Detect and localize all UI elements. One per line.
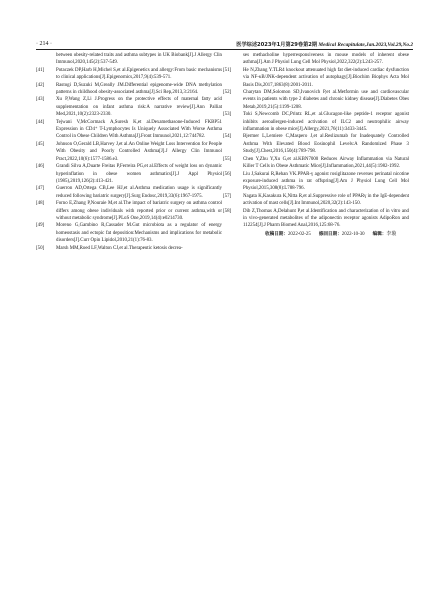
reference-entry <box>223 133 409 155</box>
reference-entry <box>36 222 222 244</box>
reference-text: Forno E,Zhang P,Nouraie M,et al.The impact of bariatric surgery on asthma control differs among obese individuals with reported prior or current asthma,with or without metabolic syndrome[J].PLoS One,2019,14(4):e0214730. <box>56 201 222 221</box>
reference-text: Bjermer L,Lemiere C,Maspero J,et al.Reslizumab for Inadequately Controlled Asthma With Elevated Blood Eosinophil Levels:A Randomized Phase 3 Study[J].Chest,2016,150(4):789-798. <box>243 134 409 155</box>
journal-title-cn: 医学综述2023年1月第29卷第2期 <box>236 42 318 48</box>
reference-entry <box>223 171 409 193</box>
reference-entry <box>36 200 222 222</box>
reference-entry <box>223 52 409 67</box>
reference-text: Marsh MM,Roed LF,Walton CJ,et al.Therapeutic ketosis decrea- <box>56 245 183 251</box>
reference-number: [50] <box>36 245 45 251</box>
reference-number: [58] <box>223 208 232 214</box>
reference-entry <box>223 156 409 171</box>
left-reference-column <box>36 52 222 252</box>
reference-text: Moreno G,Gambino R,Cassader M.Gut microbiota as a regulator of energy homeostasis and ectopic fat deposition:Mechanisms and implications for metabolic disorders[J].Curr Opin Lipidol,2010,21(1):76-83. <box>56 223 222 244</box>
reference-entry <box>223 89 409 111</box>
reference-entry <box>223 193 409 208</box>
reference-number: [46] <box>36 164 45 170</box>
reference-text: Liu J,Sakurai R,Rehan VK.PPAR-γ agonist rosiglitazone reverses perinatal nicotine exposure-induced asthma in rat offspring[J].Am J Physiol Lung Cell Mol Physiol,2015,308(8):L788-796. <box>243 171 409 192</box>
received-revised-line <box>223 231 409 238</box>
reference-text: Tejwani V,McCormack A,Suresh K,et al.Dexamethasone-Induced FKBP51 Expression in CD4⁺ T-Lymphocytes Is Uniquely Associated With Worse Asthma Control in Obese Children With Asthma[J].Front Immunol,2021,12:744782. <box>56 119 222 140</box>
reference-entry <box>223 111 409 133</box>
reference-text: He N,Zhang Y.TLR4 knockout attenuated high fat diet-induced cardiac dysfunction via NF-κB/JNK-dependent activation of autophagy[J].Biochim Biophys Acta Mol Basis Dis,2017,1863(8):2001-2011. <box>243 67 409 88</box>
reference-entry <box>223 208 409 230</box>
reference-text: ses methacholine hyperresponsiveness in mouse models of inherent obese asthma[J].Am J Physiol Lung Cell Mol Physiol,2022,322(2):L243-257. <box>243 53 409 66</box>
reference-number: [51] <box>223 67 232 73</box>
reference-entry <box>36 96 222 118</box>
reference-entry <box>36 185 222 200</box>
received-date: 2022-02-25 <box>287 231 311 237</box>
reference-entry <box>36 119 222 141</box>
reference-text: Potaczek DP,Harb H,Michel S,et al.Epigenetics and allergy:From basic mechanisms to clinical applications[J].Epigenomics,2017,9(4):539-571. <box>56 67 222 81</box>
reference-entry <box>36 141 222 163</box>
reference-number: [52] <box>223 90 232 96</box>
reference-text: Dib Z,Thomas A,Delahunt P,et al.Identification and characterization of in vitro and in vivo-generated metabolites of the adiponectin receptor agonists AdipoRon and 112254[J].J Pharm Biomed Anal,2016,125:68-76. <box>243 208 409 229</box>
reference-number: [53] <box>223 112 232 118</box>
editor-name: 李璇 <box>386 231 397 237</box>
journal-header <box>236 41 413 48</box>
reference-entry <box>36 82 222 97</box>
header-rule <box>36 49 413 50</box>
reference-text: between obesity-related traits and asthma subtypes in UK Biobank[J].J Allergy Clin Immunol,2020,145(2):537-549. <box>56 53 222 66</box>
reference-number: [49] <box>36 223 45 229</box>
reference-number: [42] <box>36 82 45 88</box>
reference-text: Xu P,Wang Z,Li J.Progress on the protective effects of maternal fatty acid supplementation on infant asthma risk:A narrative review[J].Ann Palliat Med,2021,10(2):2323-2330. <box>56 97 222 118</box>
revised-label: 修回日期： <box>318 231 342 237</box>
revised-date: 2022-10-30 <box>341 231 365 237</box>
reference-text: Johnson O,Gerald LB,Harvey J,et al.An Online Weight Loss Intervention for People With Obesity and Poorly Controlled Asthma[J].J Allergy Clin Immunol Pract,2022,10(6):1577-1586.e3. <box>56 141 222 162</box>
reference-text: Grandi Silva A,Duarte Freitas P,Ferreira PG,et al.Effects of weight loss on dynamic hyperinflation in obese women asthmatics[J].J Appl Physiol (1985),2019,126(2):413-421. <box>56 164 222 184</box>
reference-text: Toki S,Newcomb DC,Printz RL,et al.Glucagon-like peptide-1 receptor agonist inhibits aeroallergen-induced activation of ILC2 and neutrophilic airway inflammation in obese mice[J].Allergy,2021,76(11):3433-3445. <box>243 112 409 133</box>
reference-text: Rastogi D,Suzuki M,Greally JM.Differential epigenome-wide DNA methylation patterns in childhood obesity-associated asthma[J].Sci Rep,2013,3:2164. <box>56 82 222 96</box>
reference-number: [41] <box>36 67 45 73</box>
journal-title-en: Medical Recapitulate,Jan.2023,Vol.29,No.2 <box>317 42 413 48</box>
reference-number: [47] <box>36 186 45 192</box>
reference-entry <box>36 245 222 252</box>
reference-number: [54] <box>223 134 232 140</box>
reference-number: [57] <box>223 193 232 199</box>
reference-number: [56] <box>223 171 232 177</box>
reference-number: [43] <box>36 97 45 103</box>
received-label: 收稿日期： <box>265 231 288 237</box>
reference-text: Chen Y,Zhu Y,Xu G,et al.KBN7000 Reduces Airway Inflammation via Natural Killer T Cells in Obese Asthmatic Mice[J].Inflammation,2021,44(5):1982-1992. <box>243 156 409 170</box>
editor-label: 编辑： <box>372 231 387 237</box>
reference-text: Charytan DM,Solomon SD,Ivanovich P,et al.Metformin use and cardiovascular events in patients with type 2 diabetes and chronic kidney disease[J].Diabetes Obes Metab,2019,21(5):1199-1208. <box>243 90 409 110</box>
page-number: · 214 · <box>36 41 52 47</box>
reference-text: Nagata K,Kasakura K,Nitta R,et al.Suppressive role of PPARγ in the IgE-dependent activation of mast cells[J].Int Immunol,2020,32(2):143-150. <box>243 193 409 207</box>
reference-number: [55] <box>223 156 232 162</box>
reference-number: [45] <box>36 141 45 147</box>
reference-text: Guerron AD,Ortega CB,Lee HJ,et al.Asthma medication usage is significantly reduced following bariatric surgery[J].Surg Endosc,2019,33(6):1967-1975. <box>56 186 222 199</box>
reference-entry <box>223 67 409 89</box>
reference-entry <box>36 163 222 185</box>
reference-number: [48] <box>36 201 45 207</box>
reference-entry <box>36 52 222 67</box>
reference-entry <box>36 67 222 82</box>
reference-number: [44] <box>36 119 45 125</box>
right-reference-column <box>223 52 409 238</box>
